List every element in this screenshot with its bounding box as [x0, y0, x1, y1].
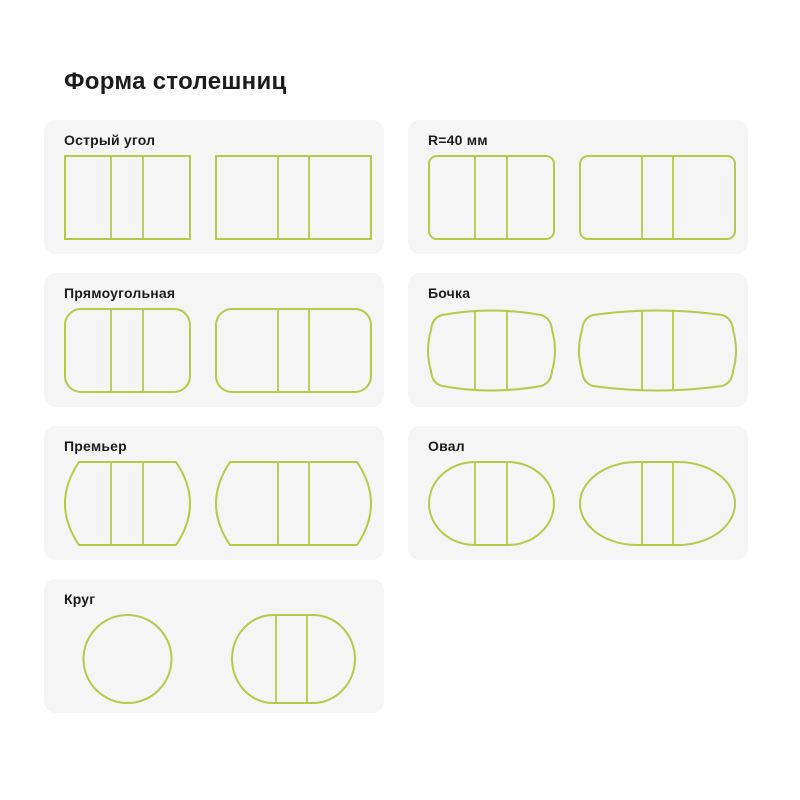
card-label-krug: Круг [64, 591, 96, 607]
pryamougolnaya-shape-small [64, 308, 191, 393]
shape-variants [428, 155, 728, 240]
shape-card-pryamougolnaya[interactable] [44, 273, 384, 407]
ostryj-ugol-shape-large [215, 155, 372, 240]
cards-grid [44, 120, 800, 713]
shape-variants [64, 461, 364, 546]
card-label-ostryj-ugol: Острый угол [64, 132, 156, 148]
shape-card-oval[interactable] [408, 426, 748, 560]
krug-shape-small [64, 614, 191, 704]
shape-card-krug[interactable] [44, 579, 384, 713]
bochka-shape-small [428, 308, 555, 393]
premer-shape-large [215, 461, 372, 546]
card-label-oval: Овал [428, 438, 465, 454]
shape-variants [64, 614, 364, 704]
shape-card-r40[interactable] [408, 120, 748, 254]
shape-variants [428, 461, 728, 546]
premer-shape-small [64, 461, 191, 546]
shape-card-premer[interactable] [44, 426, 384, 560]
shape-card-bochka[interactable] [408, 273, 748, 407]
krug-shape-large [215, 614, 372, 704]
bochka-shape-large [579, 308, 736, 393]
r40-shape-large [579, 155, 736, 240]
oval-shape-large [579, 461, 736, 546]
ostryj-ugol-shape-small [64, 155, 191, 240]
page-title: Форма столешниц [64, 68, 287, 95]
shape-variants [428, 308, 728, 393]
shape-variants [64, 155, 364, 240]
card-label-pryamougolnaya: Прямоугольная [64, 285, 176, 301]
card-label-bochka: Бочка [428, 285, 471, 301]
pryamougolnaya-shape-large [215, 308, 372, 393]
shape-card-ostryj-ugol[interactable] [44, 120, 384, 254]
shape-variants [64, 308, 364, 393]
r40-shape-small [428, 155, 555, 240]
card-label-r40: R=40 мм [428, 132, 488, 148]
card-label-premer: Премьер [64, 438, 127, 454]
oval-shape-small [428, 461, 555, 546]
